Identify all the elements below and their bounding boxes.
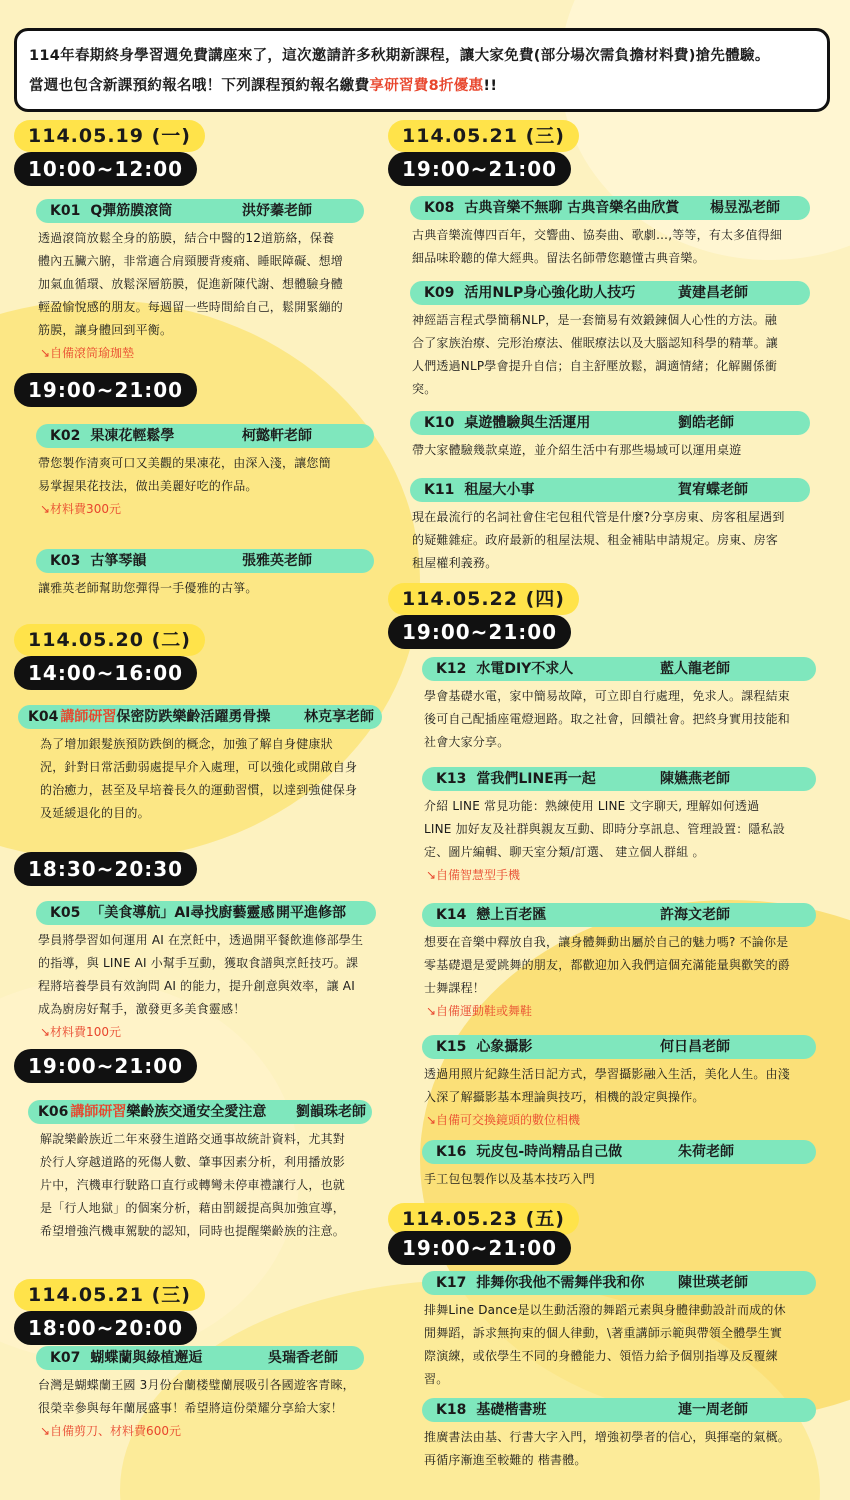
- course-card-k04[interactable]: [18, 705, 398, 825]
- course-code: K09: [424, 285, 455, 301]
- course-description: 為了增加銀髮族預防跌倒的概念，加強了解自身健康狀 況，針對日常活動弱處提早介入處理，可以強化或開啟自身 的治癒力，甚至及早培養長久的運動習慣，以達到強健保身 及延緩退化的目的。: [40, 737, 358, 820]
- course-tag: 講師研習: [70, 1104, 127, 1120]
- course-tag: 講師研習: [60, 709, 117, 725]
- course-teacher: 開平進修部: [276, 905, 346, 921]
- course-description: 透過用照片紀錄生活日記方式，學習攝影融入生活，美化人生。由淺 入深了解攝影基本理論與技巧，相機的設定與操作。: [424, 1067, 791, 1104]
- course-description: 介紹 LINE 常見功能：熟練使用 LINE 文字聊天, 理解如何透過 LINE 加好友及社群與親友互動、即時分享訊息、管理設置：隱私設 定、圖片編輯、聊天室分類/訂選、 建立個人群組 。: [424, 799, 786, 859]
- course-header: [18, 705, 382, 729]
- course-note: ↘自備智慧型手機: [426, 868, 521, 882]
- course-header: [410, 411, 810, 435]
- course-teacher: 陳世瑛老師: [678, 1275, 748, 1291]
- course-title: 活用NLP身心強化助人技巧: [464, 285, 636, 301]
- course-card-k15[interactable]: [422, 1035, 822, 1131]
- course-card-k02[interactable]: [36, 424, 396, 520]
- course-teacher: 何日昌老師: [660, 1039, 730, 1055]
- course-header: [36, 424, 374, 448]
- course-code: K18: [436, 1402, 467, 1418]
- course-header: [422, 1271, 816, 1295]
- course-teacher: 張雅英老師: [242, 553, 312, 569]
- time-slot: 19:00~21:00: [388, 615, 571, 649]
- course-description: 推廣書法由基、行書大字入門，增強初學者的信心，與揮毫的氣概。 再循序漸進至較難的 楷書體。: [424, 1430, 791, 1467]
- course-teacher: 許海文老師: [660, 907, 730, 923]
- intro-banner: [14, 28, 830, 112]
- course-title: 戀上百老匯: [476, 907, 547, 923]
- course-code: K01: [50, 203, 81, 219]
- course-header: [28, 1100, 372, 1124]
- course-note: ↘自備運動鞋或舞鞋: [426, 1004, 533, 1018]
- date-label-0521: 114.05.21 (三): [14, 1279, 205, 1311]
- course-description: 帶您製作清爽可口又美觀的果凍花，由深入淺，讓您簡 易掌握果花技法，做出美麗好吃的作品。: [38, 456, 331, 493]
- course-card-k03[interactable]: [36, 549, 396, 600]
- course-teacher: 連一周老師: [678, 1402, 748, 1418]
- course-description: 神經語言程式學簡稱NLP，是一套簡易有效鍛鍊個人心性的方法。融 合了家族治療、完形治療法、催眠療法以及大腦認知科學的精華。讓 人們透過NLP學會提升自信；自主舒壓放鬆，調適情緒；化解關係衝 突。: [412, 313, 779, 396]
- course-teacher: 柯懿軒老師: [242, 428, 312, 444]
- course-header: [36, 1346, 364, 1370]
- course-code: K08: [424, 200, 455, 216]
- course-teacher: 劉韻珠老師: [296, 1104, 366, 1120]
- course-teacher: 洪妤蓁老師: [242, 203, 312, 219]
- date-label-0520: 114.05.20 (二): [14, 624, 205, 656]
- course-card-k08[interactable]: [410, 196, 810, 270]
- course-note: ↘自備滾筒瑜珈墊: [40, 346, 135, 360]
- course-header: [410, 281, 810, 305]
- course-header: [36, 549, 374, 573]
- course-card-k18[interactable]: [422, 1398, 822, 1472]
- course-teacher: 劉皓老師: [678, 415, 734, 431]
- course-teacher: 藍人龍老師: [660, 661, 730, 677]
- course-header: [422, 1035, 816, 1059]
- time-slot: 19:00~21:00: [14, 373, 197, 407]
- date-label-0519: 114.05.19 (一): [14, 120, 205, 152]
- course-title: 排舞你我他不需舞伴我和你: [476, 1275, 645, 1291]
- course-description: 帶大家體驗幾款桌遊，並介紹生活中有那些場域可以運用桌遊: [412, 443, 742, 457]
- intro-line-2-suffix: !!: [483, 78, 498, 94]
- course-title: 「美食導航」AI尋找廚藝靈感: [90, 905, 275, 921]
- course-header: [422, 903, 816, 927]
- course-teacher: 林克享老師: [304, 709, 374, 725]
- date-label-0522: 114.05.22 (四): [388, 583, 579, 615]
- intro-line-1: 114年春期終身學習週免費講座來了，這次邀請許多秋期新課程，讓大家免費(部分場次需負擔材料費)搶先體驗。: [29, 48, 770, 64]
- course-card-k14[interactable]: [422, 903, 822, 1022]
- course-header: [410, 196, 810, 220]
- course-title: 當我們LINE再一起: [476, 771, 596, 787]
- course-title: 保密防跌樂齡活躍勇骨操: [116, 709, 271, 725]
- course-card-k16[interactable]: [422, 1140, 822, 1191]
- course-title: 基礎楷書班: [476, 1402, 547, 1418]
- course-title: 古箏琴韻: [90, 553, 147, 569]
- date-label-0523: 114.05.23 (五): [388, 1203, 579, 1235]
- course-code: K13: [436, 771, 467, 787]
- course-teacher: 黃建昌老師: [678, 285, 748, 301]
- course-code: K04: [28, 709, 59, 725]
- course-code: K07: [50, 1350, 81, 1366]
- course-code: K17: [436, 1275, 467, 1291]
- course-card-k10[interactable]: [410, 411, 810, 462]
- course-code: K03: [50, 553, 81, 569]
- course-card-k01[interactable]: [36, 199, 396, 364]
- time-slot: 10:00~12:00: [14, 152, 197, 186]
- course-note: ↘自備可交換鏡頭的數位相機: [426, 1113, 581, 1127]
- course-teacher: 吳瑞香老師: [268, 1350, 338, 1366]
- course-title: 蝴蝶蘭與綠植邂逅: [90, 1350, 203, 1366]
- course-header: [36, 901, 376, 925]
- course-card-k05[interactable]: [36, 901, 406, 1043]
- course-header: [422, 1398, 816, 1422]
- course-header: [422, 1140, 816, 1164]
- course-description: 讓雅英老師幫助您彈得一手優雅的古箏。: [38, 581, 258, 595]
- course-teacher: 朱荷老師: [678, 1144, 734, 1160]
- course-title: 樂齡族交通安全愛注意: [126, 1104, 267, 1120]
- course-description: 透過滾筒放鬆全身的筋膜，結合中醫的12道筋絡，保養 體內五臟六腑，非常適合肩頸腰背痠痛、睡眠障礙、想增 加氣血循環、放鬆深層筋膜，促進新陳代謝、想體驗身體 輕盈愉悅感的朋友。每週留一些時間給自己，鬆開緊繃的 筋膜，讓身體回到平衡。: [38, 231, 344, 337]
- course-teacher: 陳嬿燕老師: [660, 771, 730, 787]
- course-code: K16: [436, 1144, 467, 1160]
- time-slot: 14:00~16:00: [14, 656, 197, 690]
- course-card-k11[interactable]: [410, 478, 810, 575]
- course-title: 心象攝影: [476, 1039, 533, 1055]
- course-card-k12[interactable]: [422, 657, 822, 754]
- course-description: 學會基礎水電，家中簡易故障，可立即自行處理，免求人。課程結束 後可自己配插座電燈迴路。取之社會，回饋社會。把終身實用技能和 社會大家分享。: [424, 689, 791, 749]
- course-note: ↘材料費100元: [40, 1025, 121, 1039]
- course-header: [422, 657, 816, 681]
- time-slot: 18:30~20:30: [14, 852, 197, 886]
- course-description: 想要在音樂中釋放自我，讓身體舞動出屬於自己的魅力嗎? 不論你是 零基礎還是愛跳舞的朋友，都歡迎加入我們這個充滿能量與歡笑的爵 士舞課程！: [424, 935, 791, 995]
- course-card-k17[interactable]: [422, 1271, 822, 1391]
- course-code: K05: [50, 905, 81, 921]
- course-title: 古典音樂不無聊 古典音樂名曲欣賞: [464, 200, 680, 216]
- time-slot: 19:00~21:00: [388, 1231, 571, 1265]
- course-teacher: 賀宥蝶老師: [678, 482, 748, 498]
- discount-highlight: 享研習費8折優惠: [369, 78, 484, 94]
- course-code: K02: [50, 428, 81, 444]
- course-header: [422, 767, 816, 791]
- course-title: 水電DIY不求人: [476, 661, 574, 677]
- course-note: ↘自備剪刀、材料費600元: [40, 1424, 181, 1438]
- date-label-0521-evening: 114.05.21 (三): [388, 120, 579, 152]
- course-code: K06: [38, 1104, 69, 1120]
- course-card-k09[interactable]: [410, 281, 810, 401]
- course-description: 現在最流行的名詞社會住宅包租代管是什麼?分享房東、房客租屋遇到 的疑難雜症。政府最新的租屋法規、租金補貼申請規定。房東、房客 租屋權利義務。: [412, 510, 785, 570]
- time-slot: 19:00~21:00: [388, 152, 571, 186]
- course-teacher: 楊昱泓老師: [710, 200, 780, 216]
- course-code: K14: [436, 907, 467, 923]
- course-description: 古典音樂流傳四百年，交響曲、協奏曲、歌劇…,等等，有太多值得細 細品味聆聽的偉大經典。留法名師帶您聽懂古典音樂。: [412, 228, 783, 265]
- course-title: 桌遊體驗與生活運用: [464, 415, 591, 431]
- intro-line-2-prefix: 當週也包含新課預約報名哦！下列課程預約報名繳費: [29, 78, 370, 94]
- intro-line-2: [29, 71, 815, 101]
- course-code: K10: [424, 415, 455, 431]
- time-slot: 19:00~21:00: [14, 1049, 197, 1083]
- course-description: 排舞Line Dance是以生動活潑的舞蹈元素與身體律動設計而成的休 閒舞蹈，訴求無拘束的個人律動，\著重講師示範與帶領全體學生實 際演練，或依學生不同的身體能力、領悟力給予個別指導及反覆練 習。: [424, 1303, 786, 1386]
- course-description: 解說樂齡族近二年來發生道路交通事故統計資料，尤其對 於行人穿越道路的死傷人數、肇事因素分析，利用播放影 片中，汽機車行駛路口直行或轉彎未停車禮讓行人，也就 是「行人地獄」的個案分析，藉由罰鍰提高與加強宣導， 希望增強汽機車駕駛的認知，同時也提醒樂齡族的注意。: [40, 1132, 346, 1238]
- course-card-k13[interactable]: [422, 767, 822, 886]
- course-description: 台灣是蝴蝶蘭王國 3月份台蘭楼璧蘭展吸引各國遊客青睞， 很榮幸參與每年蘭展盛事！希望將這份榮耀分享給大家！: [38, 1378, 355, 1415]
- course-card-k07[interactable]: [36, 1346, 406, 1442]
- course-description: 學員將學習如何運用 AI 在烹飪中，透過開平餐飲進修部學生 的指導，與 LINE AI 小幫手互動，獲取食譜與烹飪技巧。課 程將培養學員有效詢問 AI 的能力，提升創意與效率，讓 AI 成為廚房好幫手，激發更多美食靈感！: [38, 933, 364, 1016]
- time-slot: 18:00~20:00: [14, 1311, 197, 1345]
- course-title: Q彈筋膜滾筒: [90, 203, 173, 219]
- course-note: ↘材料費300元: [40, 502, 121, 516]
- course-header: [36, 199, 364, 223]
- course-code: K12: [436, 661, 467, 677]
- course-card-k06[interactable]: [28, 1100, 408, 1243]
- course-title: 租屋大小事: [464, 482, 535, 498]
- course-title: 玩皮包-時尚精品自己做: [476, 1144, 623, 1160]
- course-code: K11: [424, 482, 455, 498]
- course-title: 果凍花輕鬆學: [90, 428, 175, 444]
- course-header: [410, 478, 810, 502]
- course-description: 手工包包製作以及基本技巧入門: [424, 1172, 595, 1186]
- course-code: K15: [436, 1039, 467, 1055]
